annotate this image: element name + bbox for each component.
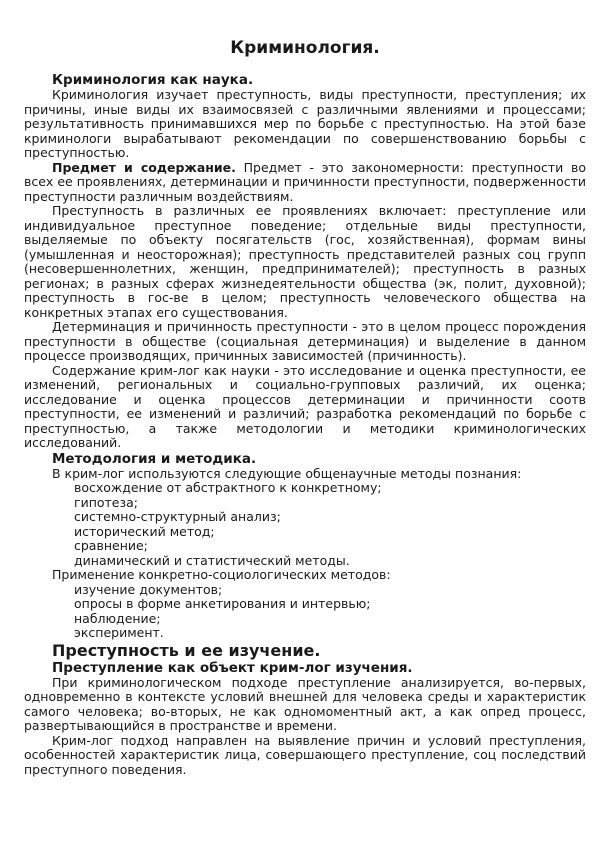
list-item: гипотеза; [74,494,139,510]
list-item: восхождение от абстрактного к конкретному; [74,480,382,495]
list-general-methods [24,481,586,568]
paragraph-approach: При криминологическом подходе преступление анализируется, во-первых, одновременно в контексте условий внешней для человека среды и характеристик самого человека; во-вторых, не как одномоментный акт, а как опред процесс, развертывающийся в пространстве и времени. [24,674,586,733]
list-item: исторический метод; [74,523,215,539]
list-sociological-methods [24,583,586,641]
list-item: изучение документов; [74,581,223,597]
intro-general-methods: В крим-лог используются следующие общенаучные методы познания: [52,465,522,481]
inline-heading-subject: Предмет и содержание. [52,159,236,175]
paragraph-subject [24,161,586,205]
page-title: Криминология. [230,38,380,58]
paragraph-content: Содержание крим-лог как науки - это исследование и оценка преступности, ее изменений, региональных и социально-групповых различий, их оценка; исследование и оценка процессов детерминации и причинности соотв преступности, ее изменений и различий; разработка рекомендаций по борьбе с преступностью, а также методологии и методики криминологических исследований. [24,362,586,450]
heading-crime-as-object: Преступление как объект крим-лог изучения. [52,659,413,676]
heading-crime-and-study: Преступность и ее изучение. [52,640,321,660]
list-item: системно-структурный анализ; [74,509,281,524]
paragraph-aim: Крим-лог подход направлен на выявление причин и условий преступления, особенностей характеристик лица, совершающего преступление, соц последствий преступного поведения. [24,732,586,777]
list-item: наблюдение; [74,610,161,626]
heading-methodology: Методология и методика. [52,450,257,467]
paragraph-subject-text: Предмет - это закономерности: преступности во всех ее проявлениях, детерминации и причинности преступности, подверженности преступности различным воздействиям. [24,159,586,204]
list-item: сравнение; [74,538,148,553]
intro-sociological-methods: Применение конкретно-социологических методов: [52,567,391,582]
paragraph-determination: Детерминация и причинность преступности - это в целом процесс порождения преступности в обществе (социальная детерминация) и выделение в данном процессе производящих, причинных зависимостей (причинность). [24,319,586,363]
list-item: динамический и статистический методы. [74,552,350,568]
heading-criminology-as-science: Криминология как наука. [52,72,254,88]
paragraph-manifestations: Преступность в различных ее проявлениях включает: преступление или индивидуальное преступное поведение; отдельные виды преступности, выделяемые по объекту посягательств (гос, хозяйственная), формам вины (умышленная и неосторожная); преступность представителей разных соц групп (несовершеннолетних, женщин, предпринимателей); преступность в разных регионах; в разных сферах жизнедеятельности общества (эк, полит, духовной); преступность в гос-ве в целом; преступность человеческого общества на конкретных этапах его существования. [24,203,586,320]
paragraph-definition: Криминология изучает преступность, виды преступности, преступления; их причины, иные виды их взаимосвязей с различными явлениями и процессами; результативность принимавшихся мер по борьбе с преступностью. На этой базе криминологи вырабатывают рекомендации по совершенствованию борьбы с преступностью. [24,87,586,160]
list-item: эксперимент. [74,625,164,640]
list-item: опросы в форме анкетирования и интервью; [74,596,371,611]
